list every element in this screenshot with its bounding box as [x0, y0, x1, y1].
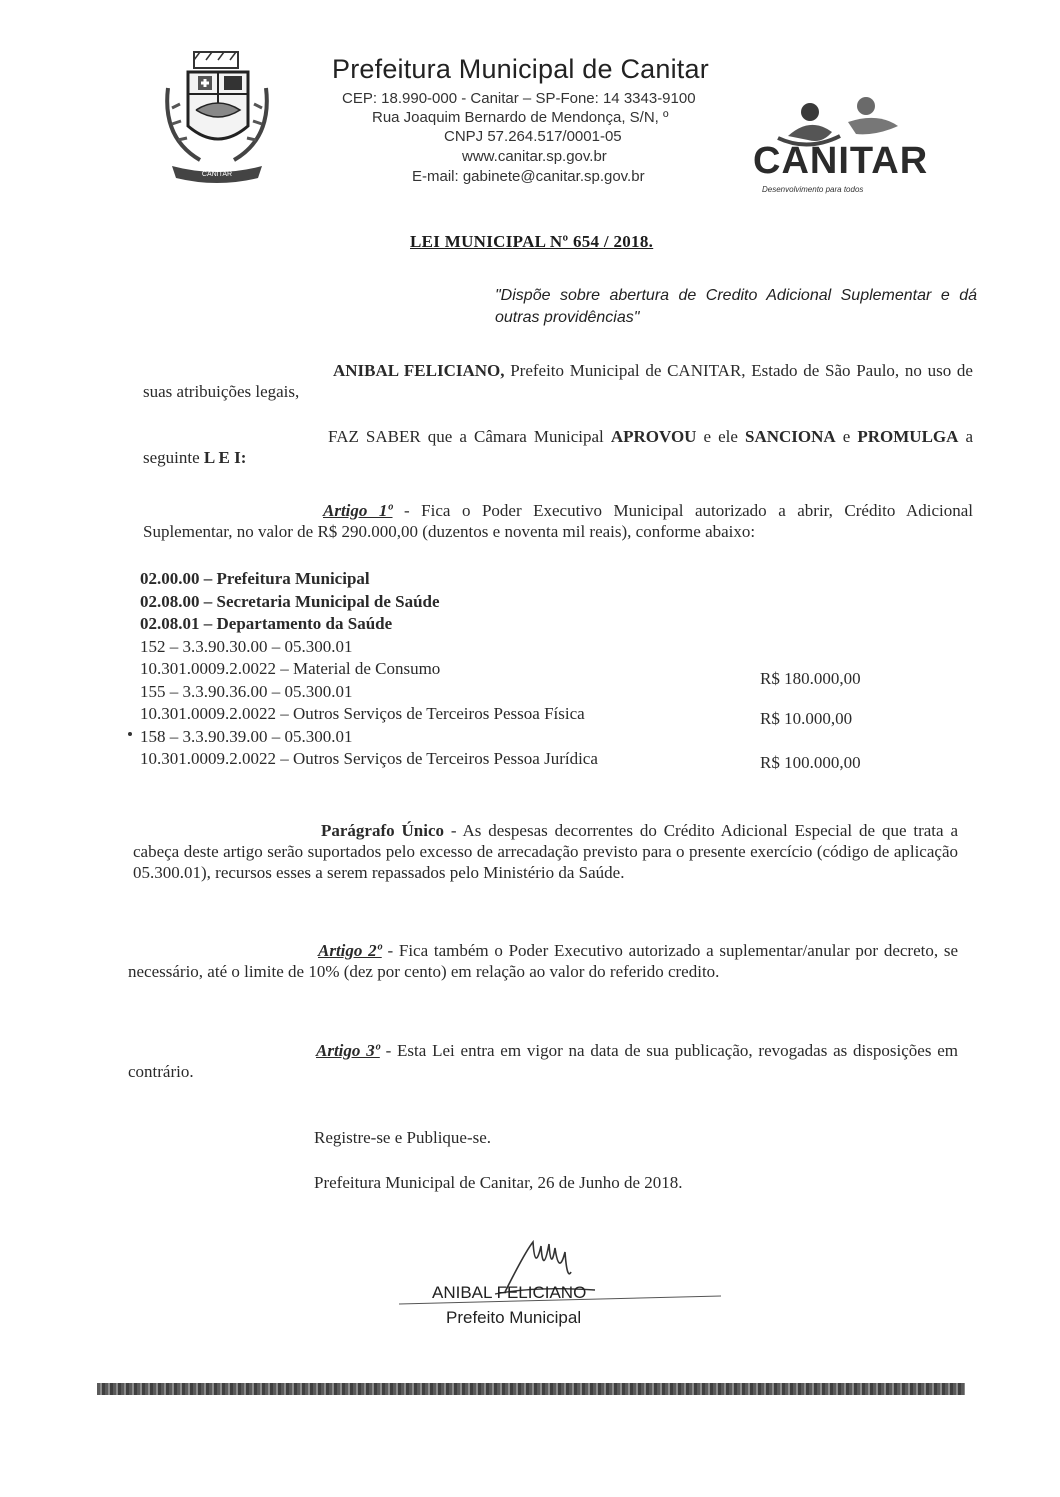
- letterhead-email: E-mail: gabinete@canitar.sp.gov.br: [412, 168, 645, 185]
- letterhead-title: Prefeitura Municipal de Canitar: [332, 54, 709, 84]
- mayor-name: ANIBAL FELICIANO,: [333, 361, 505, 380]
- budget-heading: 02.08.01 – Departamento da Saúde: [140, 614, 393, 633]
- budget-line: 10.301.0009.2.0022 – Outros Serviços de Terceiros Pessoa Jurídica R$ 100.000,00: [140, 748, 900, 771]
- budget-value: R$ 180.000,00: [760, 669, 861, 688]
- paragraph-unico-text: - As despesas decorrentes do Crédito Adicional Especial de que trata a cabeça deste artigo serão suportados pelo excesso de arrecadação previsto para o presente exercício (código de aplicação 05.300.01), recursos esses a serem repassados pelo Ministério da Saúde.: [133, 821, 958, 882]
- article-2-label: Artigo 2º: [318, 941, 382, 960]
- article-3-label: Artigo 3º: [316, 1041, 380, 1060]
- enactment-paragraph: [143, 426, 973, 468]
- footer-bar: [97, 1383, 965, 1395]
- article-3: [128, 1040, 958, 1082]
- letterhead-cnpj: CNPJ 57.264.517/0001-05: [444, 128, 622, 145]
- article-2: [128, 940, 958, 982]
- article-1-text: - Fica o Poder Executivo Municipal autorizado a abrir, Crédito Adicional Suplementar, no valor de R$ 290.000,00 (duzentos e noventa mil reais), conforme abaixo:: [143, 501, 974, 541]
- budget-value: R$ 10.000,00: [760, 709, 853, 728]
- budget-allocation: [140, 568, 900, 771]
- budget-line: 155 – 3.3.90.36.00 – 05.300.01: [140, 681, 353, 701]
- letterhead-address: Rua Joaquim Bernardo de Mendonça, S/N, º: [372, 109, 669, 126]
- preamble-paragraph: [143, 360, 973, 402]
- logo-tagline: Desenvolvimento para todos: [762, 185, 864, 194]
- enactment-sanciona: SANCIONA: [745, 427, 836, 446]
- date-line: Prefeitura Municipal de Canitar, 26 de Junho de 2018.: [314, 1173, 683, 1192]
- enactment-aprovou: APROVOU: [610, 427, 697, 446]
- budget-heading: 02.08.00 – Secretaria Municipal de Saúde: [140, 591, 440, 611]
- article-3-text: - Esta Lei entra em vigor na data de sua publicação, revogadas as disposições em contrário.: [128, 1041, 958, 1081]
- crest-ribbon-text: CANITAR: [201, 171, 233, 178]
- preamble-text: Prefeito Municipal de CANITAR, Estado de São Paulo, no uso de suas atribuições legais,: [143, 361, 973, 401]
- enactment-text-1: FAZ SABER que a Câmara Municipal: [328, 427, 611, 446]
- signatory-name: ANIBAL FELICIANO: [432, 1283, 587, 1302]
- enactment-text-4: a seguinte: [143, 427, 974, 467]
- budget-line: 158 – 3.3.90.39.00 – 05.300.01: [140, 726, 353, 746]
- municipal-crest-icon: [160, 48, 275, 188]
- article-1-label: Artigo 1º: [323, 501, 393, 520]
- law-ementa: "Dispõe sobre abertura de Credito Adicional Suplementar e dá outras providências": [495, 287, 977, 326]
- budget-line: 10.301.0009.2.0022 – Outros Serviços de Terceiros Pessoa Física R$ 10.000,00: [140, 703, 900, 726]
- budget-value: R$ 100.000,00: [760, 753, 861, 772]
- paragraph-unico-label: Parágrafo Único: [321, 821, 445, 840]
- letterhead-cep-phone: CEP: 18.990-000 - Canitar – SP-Fone: 14 3343-9100: [342, 90, 696, 107]
- budget-line: 152 – 3.3.90.30.00 – 05.300.01: [140, 636, 353, 656]
- budget-line: 10.301.0009.2.0022 – Material de Consumo R$ 180.000,00: [140, 658, 900, 681]
- budget-heading: 02.00.00 – Prefeitura Municipal: [140, 569, 370, 588]
- signatory-role: Prefeito Municipal: [446, 1308, 582, 1327]
- article-1: [143, 500, 973, 542]
- register-publish: Registre-se e Publique-se.: [314, 1128, 492, 1147]
- paragraph-unico: [133, 820, 958, 883]
- article-2-text: - Fica também o Poder Executivo autorizado a suplementar/anular por decreto, se necessário, até o limite de 10% (dez por cento) em relação ao valor do referido credito.: [128, 941, 958, 981]
- letterhead-website: www.canitar.sp.gov.br: [462, 148, 607, 165]
- enactment-promulga: PROMULGA: [857, 427, 959, 446]
- logo-wordmark: CANITAR: [753, 140, 929, 182]
- enactment-text-3: e: [835, 427, 858, 446]
- scan-dot: [128, 732, 132, 736]
- enactment-text-2: e ele: [696, 427, 745, 446]
- law-title: LEI MUNICIPAL Nº 654 / 2018.: [410, 232, 654, 251]
- enactment-lei: L E I:: [203, 448, 247, 467]
